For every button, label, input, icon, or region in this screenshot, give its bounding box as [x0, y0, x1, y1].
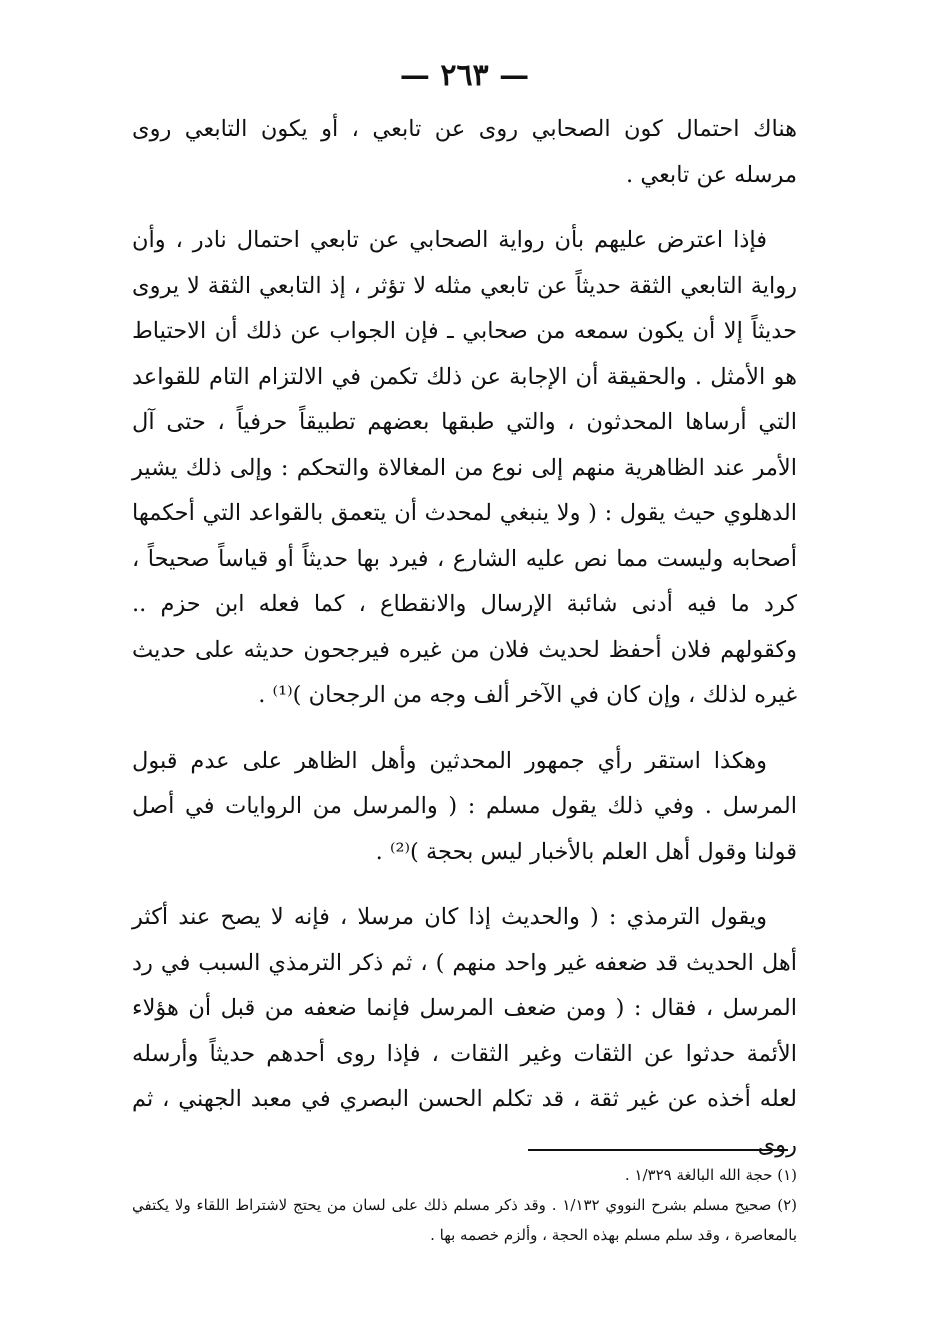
- footnote-1: (١) حجة الله البالغة ١/٣٢٩ .: [624, 1166, 797, 1184]
- paragraph-tirmidhi: ويقول الترمذي : ( والحديث إذا كان مرسلا ، فإنه لا يصح عند أكثر أهل الحديث قد ضعفه غير واحد منهم ) ، ثم ذكر الترمذي السبب في رد المرسل ، فقال : ( ومن ضعف المرسل فإنما ضعفه من قبل أن هؤلاء الأئمة حدثوا عن الثقات وغير الثقات ، فإذا روى أحدهم حديثاً وأرسله لعله أخذه عن غير ثقة ، قد تكلم الحسن البصري في معبد الجهني ، ثم روى: [132, 904, 797, 1158]
- paragraph-objection: فإذا اعترض عليهم بأن رواية الصحابي عن تابعي احتمال نادر ، وأن رواية التابعي الثقة حديثاً عن تابعي مثله لا تؤثر ، إذ التابعي الثقة لا يروى حديثاً إلا أن يكون سمعه من صحابي ـ فإن الجواب عن ذلك أن الاحتياط هو الأمثل . والحقيقة أن الإجابة عن ذلك تكمن في الالتزام التام للقواعد التي أرساها المحدثون ، والتي طبقها بعضهم تطبيقاً حرفياً ، حتى آل الأمر عند الظاهرية منهم إلى نوع من المغالاة والتحكم : وإلى ذلك يشير الدهلوي حيث يقول : ( ولا ينبغي لمحدث أن يتعمق بالقواعد التي أحكمها أصحابه وليست مما نص عليه الشارع ، فيرد بها حديثاً أو قياساً صحيحاً ، كرد ما فيه أدنى شائبة الإرسال والانقطاع ، كما فعله ابن حزم .. وكقولهم فلان أحفظ لحديث فلان من غيره فيرجحون حديثه على حديث غيره لذلك ، وإن كان في الآخر ألف وجه من الرجحان )⁽¹⁾ .: [132, 227, 797, 708]
- paragraph-consensus: وهكذا استقر رأي جمهور المحدثين وأهل الظاهر على عدم قبول المرسل . وفي ذلك يقول مسلم : ( والمرسل من الروايات في أصل قولنا وقول أهل العلم بالأخبار ليس بحجة )⁽²⁾ .: [132, 747, 797, 865]
- footnotes: [132, 1160, 797, 1250]
- page-number: — ٢٦٣ —: [399, 58, 530, 93]
- footnote-2: (٢) صحيح مسلم بشرح النووي ١/١٣٢ . وقد ذكر مسلم ذلك على لسان من يحتج لاشتراط اللقاء ولا يكتفي بالمعاصرة ، وقد سلم مسلم بهذه الحجة ، وألزم خصمه بها .: [132, 1196, 797, 1244]
- body-text: [132, 107, 797, 1168]
- footnote-divider: [528, 1149, 788, 1151]
- paragraph-continuation: هناك احتمال كون الصحابي روى عن تابعي ، أو يكون التابعي روى مرسله عن تابعي .: [132, 116, 797, 188]
